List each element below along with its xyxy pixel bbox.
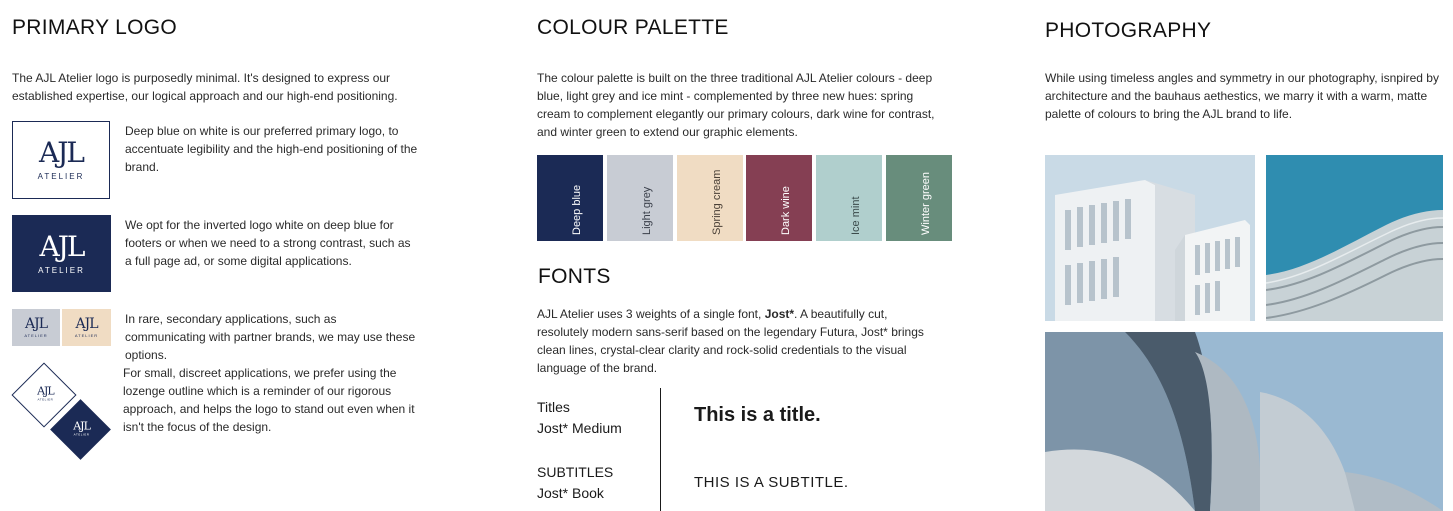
logo-mark: AJL bbox=[38, 136, 84, 169]
font-row-label-line2: Jost* Book bbox=[537, 485, 604, 501]
font-sample-subtitle: THIS IS A SUBTITLE. bbox=[694, 474, 849, 491]
swatch-label: Deep blue bbox=[571, 184, 583, 235]
logo-mark: AJL bbox=[39, 229, 84, 263]
swatch-light-grey bbox=[607, 155, 673, 241]
fonts-intro-prefix: AJL Atelier uses 3 weights of a single font, bbox=[537, 307, 762, 321]
logo-intro-text: The AJL Atelier logo is purposedly minimal. It's designed to express our established expertise, our logical approach and our high-end positioning. bbox=[12, 71, 398, 103]
fonts-intro-suffix: . A beautifully cut, resolutely modern sans-serif based on the legendary Futura, Jost* brings clean lines, crystal-clear clarity and rock-solid credentials to the visual language of the brand. bbox=[537, 307, 924, 375]
photography-intro-text: While using timeless angles and symmetry in our photography, isnpired by architecture and the bauhaus aethestics, we marry it with a warm, matte palette of colours to bring the AJL brand to life. bbox=[1045, 71, 1439, 121]
logo-wordmark: ATELIER bbox=[73, 432, 90, 437]
logo-secondary-grey bbox=[12, 309, 60, 346]
font-sample-title: This is a title. bbox=[694, 404, 821, 426]
swatch-label: Winter green bbox=[920, 172, 932, 235]
logo-description-4: For small, discreet applications, we prefer using the lozenge outline which is a reminder of our rigorous approach, and helps the logo to stand out even when it isn't the focus of the design. bbox=[123, 366, 415, 434]
font-row-label-line1: Titles bbox=[537, 399, 570, 415]
fonts-heading: FONTS bbox=[538, 265, 611, 288]
logo-description-1: Deep blue on white is our preferred primary logo, to accentuate legibility and the high-end positioning of the brand. bbox=[125, 124, 418, 174]
swatch-label: Ice mint bbox=[850, 196, 862, 235]
palette-intro-text: The colour palette is built on the three traditional AJL Atelier colours - deep blue, light grey and ice mint - complemented by three new hues: spring cream to complement elegantly our primary colours, dark wine for contrast, and winter green to extend our graphic elements. bbox=[537, 71, 935, 139]
logo-inverted-blue bbox=[12, 215, 111, 292]
logo-mark: AJL bbox=[73, 419, 90, 433]
font-row-label-line2: Jost* Medium bbox=[537, 420, 622, 436]
font-row-label-titles bbox=[537, 397, 622, 439]
fonts-intro-text bbox=[537, 305, 942, 377]
swatch-spring-cream bbox=[677, 155, 743, 241]
logo-secondary-cream bbox=[62, 309, 111, 346]
font-row-label-subtitles bbox=[537, 462, 613, 504]
logo-mark: AJL bbox=[24, 316, 48, 332]
logo-wordmark: ATELIER bbox=[37, 397, 54, 402]
primary-logo-heading: PRIMARY LOGO bbox=[12, 16, 178, 39]
swatch-winter-green bbox=[886, 155, 952, 241]
logo-wordmark: ATELIER bbox=[74, 333, 99, 338]
fonts-divider bbox=[660, 388, 661, 511]
logo-wordmark: ATELIER bbox=[24, 333, 48, 338]
logo-mark: AJL bbox=[37, 384, 54, 398]
architecture-photo-white-building bbox=[1045, 155, 1255, 321]
architecture-photo-curved-metal bbox=[1045, 332, 1443, 511]
colour-palette-heading: COLOUR PALETTE bbox=[537, 16, 729, 39]
swatch-deep-blue bbox=[537, 155, 603, 241]
logo-primary-white bbox=[12, 121, 110, 199]
swatch-ice-mint bbox=[816, 155, 882, 241]
architecture-photo-wave-facade bbox=[1266, 155, 1443, 321]
swatch-label: Dark wine bbox=[780, 186, 792, 235]
logo-description-2: We opt for the inverted logo white on deep blue for footers or when we need to a strong contrast, such as a full page ad, or some digital applications. bbox=[125, 218, 411, 268]
logo-wordmark: ATELIER bbox=[37, 172, 85, 181]
logo-description-3: In rare, secondary applications, such as communicating with partner brands, we may use these options. bbox=[125, 312, 416, 362]
swatch-label: Light grey bbox=[641, 186, 653, 235]
logo-wordmark: ATELIER bbox=[38, 265, 85, 275]
photography-heading: PHOTOGRAPHY bbox=[1045, 19, 1212, 42]
logo-mark: AJL bbox=[75, 316, 98, 332]
font-name: Jost* bbox=[764, 307, 795, 321]
swatch-label: Spring cream bbox=[711, 169, 723, 235]
swatch-dark-wine bbox=[746, 155, 812, 241]
font-row-label-line1: SUBTITLES bbox=[537, 464, 614, 480]
